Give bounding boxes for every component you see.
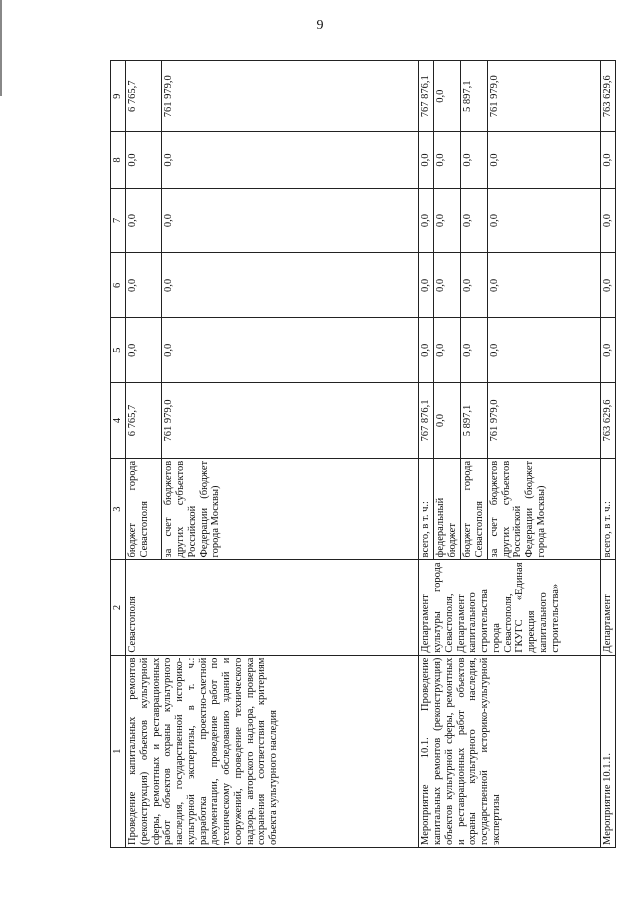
executor-cell: Департамент культуры города Севастополя, Департамент капитального строительства города Севастополя, ГКУГС «Единая дирекция капитального строительства» [419,560,601,655]
value-cell: 6 765,7 [126,383,162,459]
value-cell: 0,0 [419,253,434,318]
value-cell: 0,0 [419,132,434,188]
funding-source-cell: всего, в т. ч.: [601,458,616,560]
budget-table [110,60,616,848]
value-cell: 0,0 [126,132,162,188]
value-cell: 0,0 [126,188,162,253]
value-cell: 0,0 [434,383,461,459]
value-cell: 0,0 [460,132,487,188]
value-cell: 0,0 [162,132,419,188]
funding-source-cell: федеральный бюджет [434,458,461,560]
value-cell: 0,0 [126,253,162,318]
value-cell: 0,0 [162,253,419,318]
value-cell: 763 629,6 [601,61,616,132]
value-cell: 0,0 [601,253,616,318]
executor-cell: Севастополя [126,560,419,655]
value-cell: 0,0 [434,188,461,253]
value-cell: 0,0 [601,132,616,188]
value-cell: 0,0 [460,188,487,253]
col-header-9: 9 [111,61,126,132]
funding-source-cell: за счет бюджетов других субъектов Российской Федерации (бюджет города Москвы) [162,458,419,560]
page-number: 9 [316,18,324,33]
activity-name-cell: Мероприятие 10.1. Проведение капитальных ремонтов (реконструкция) объектов культурной сферы, ремонтных и реставрационных работ объектов охраны культурного наследия, государственной историко-культурной экспертизы [419,655,601,847]
funding-source-cell: за счет бюджетов других субъектов Российской Федерации (бюджет города Москвы) [487,458,600,560]
col-header-1: 1 [111,655,126,847]
table-row [126,61,162,848]
value-cell: 0,0 [487,132,600,188]
value-cell: 0,0 [434,318,461,383]
value-cell: 761 979,0 [487,61,600,132]
value-cell: 0,0 [460,253,487,318]
value-cell: 0,0 [419,188,434,253]
value-cell: 0,0 [601,318,616,383]
value-cell: 0,0 [487,318,600,383]
col-header-4: 4 [111,383,126,459]
value-cell: 0,0 [162,188,419,253]
col-header-3: 3 [111,458,126,560]
col-header-2: 2 [111,560,126,655]
funding-source-cell: бюджет города Севастополя [460,458,487,560]
value-cell: 761 979,0 [162,61,419,132]
value-cell: 0,0 [419,318,434,383]
value-cell: 0,0 [434,253,461,318]
value-cell: 0,0 [162,318,419,383]
value-cell: 761 979,0 [162,383,419,459]
col-header-7: 7 [111,188,126,253]
value-cell: 0,0 [460,318,487,383]
table-row [601,61,616,848]
activity-name-cell: Мероприятие 10.1.1. [601,655,616,847]
value-cell: 0,0 [126,318,162,383]
value-cell: 0,0 [487,253,600,318]
value-cell: 767 876,1 [419,61,434,132]
funding-source-cell: бюджет города Севастополя [126,458,162,560]
value-cell: 763 629,6 [601,383,616,459]
funding-source-cell: всего, в т. ч.: [419,458,434,560]
value-cell: 0,0 [487,188,600,253]
executor-cell: Департамент [601,560,616,655]
col-header-8: 8 [111,132,126,188]
header-row [111,61,126,848]
value-cell: 5 897,1 [460,383,487,459]
value-cell: 0,0 [434,61,461,132]
activity-name-cell: Проведение капитальных ремонтов (реконструкция) объектов культурной сферы, ремонтных и реставрационных работ объектов охраны культурного наследия, государственной историко-культурной экспертизы, в т. ч.: разработка проектно-сметной документации, проведение работ по техническому обследованию зданий и сооружений, проведение технического надзора, авторского надзора, проверка сохранения соответствия критериям объекта культурного наследия [126,655,419,847]
rotated-table-container [110,60,616,848]
value-cell: 761 979,0 [487,383,600,459]
value-cell: 0,0 [434,132,461,188]
value-cell: 767 876,1 [419,383,434,459]
value-cell: 5 897,1 [460,61,487,132]
table-row [419,61,434,848]
value-cell: 6 765,7 [126,61,162,132]
value-cell: 0,0 [601,188,616,253]
col-header-6: 6 [111,253,126,318]
col-header-5: 5 [111,318,126,383]
